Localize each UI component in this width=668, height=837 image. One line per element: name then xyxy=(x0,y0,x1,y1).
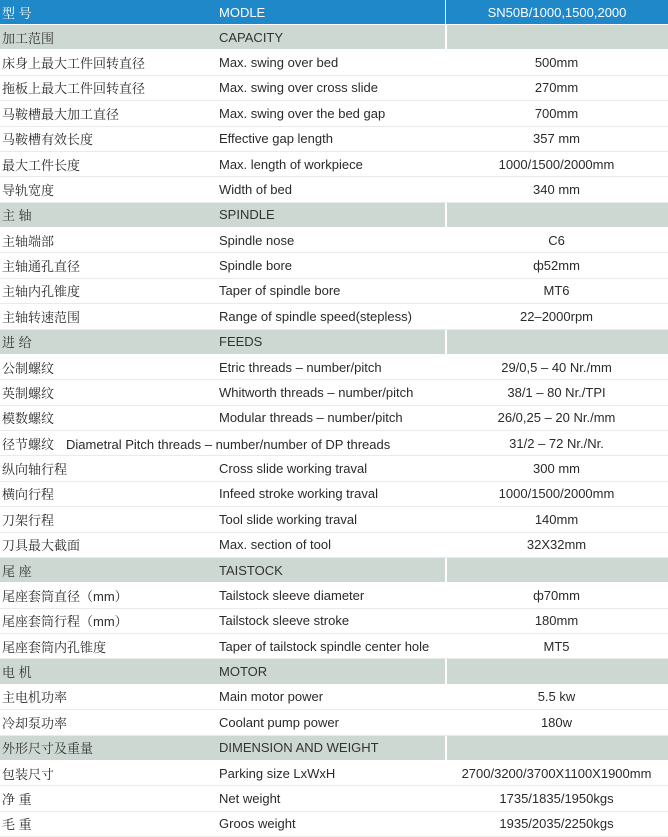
spec-label-cn: 公制螺纹 xyxy=(2,360,55,376)
table-row xyxy=(0,685,668,710)
spec-value: 1000/1500/2000mm xyxy=(498,156,615,172)
table-row xyxy=(0,253,668,278)
table-row xyxy=(0,482,668,507)
table-row xyxy=(0,380,668,405)
spec-label-cn: 径节螺纹 xyxy=(2,436,55,452)
header-col-model-cn: 型 号 xyxy=(2,5,32,21)
spec-value: 31/2 – 72 Nr./Nr. xyxy=(509,435,604,451)
spec-value: 700mm xyxy=(534,105,579,121)
spec-label-cn: 主轴端部 xyxy=(2,233,55,249)
spec-label-en: Parking size LxWxH xyxy=(219,765,336,781)
header-col-model-en: MODLE xyxy=(219,4,266,20)
section-title-en: CAPACITY xyxy=(219,29,284,45)
table-row xyxy=(0,152,668,177)
spec-value: C6 xyxy=(548,232,565,248)
section-value-cell xyxy=(445,203,668,227)
table-header xyxy=(0,0,668,25)
table-row xyxy=(0,812,668,837)
section-title-cn: 外形尺寸及重量 xyxy=(2,741,94,757)
spec-label-cn: 拖板上最大工件回转直径 xyxy=(2,81,146,97)
spec-value: ф70mm xyxy=(533,587,580,603)
table-row xyxy=(0,355,668,380)
spec-label-cn: 刀具最大截面 xyxy=(2,538,81,554)
section-value-cell xyxy=(445,330,668,354)
spec-label-cn: 导轨宽度 xyxy=(2,182,55,198)
spec-label-en: Taper of spindle bore xyxy=(219,283,341,299)
spec-value: 140mm xyxy=(534,511,579,527)
table-row xyxy=(0,786,668,811)
spec-value: MT5 xyxy=(543,638,570,654)
spec-value: 1000/1500/2000mm xyxy=(498,486,615,502)
section-value-cell xyxy=(445,558,668,582)
spec-label-cn: 主电机功率 xyxy=(2,690,68,706)
section-title-cn: 电 机 xyxy=(2,665,32,681)
table-row xyxy=(0,50,668,75)
spec-label-en: Effective gap length xyxy=(219,131,333,147)
section-header xyxy=(0,558,668,583)
spec-value: ф52mm xyxy=(533,258,580,274)
spec-label-cn: 马鞍槽有效长度 xyxy=(2,132,94,148)
spec-label-en: Tailstock sleeve diameter xyxy=(219,587,365,603)
spec-label-en: Max. swing over the bed gap xyxy=(219,105,386,121)
section-title-cn: 尾 座 xyxy=(2,563,32,579)
spec-label-cn: 主轴内孔锥度 xyxy=(2,284,81,300)
spec-value: MT6 xyxy=(543,283,570,299)
spec-label-en: Etric threads – number/pitch xyxy=(219,359,382,375)
spec-label-cn: 净 重 xyxy=(2,791,32,807)
spec-label-en: Range of spindle speed(stepless) xyxy=(219,308,412,324)
spec-label-cn: 毛 重 xyxy=(2,817,32,833)
spec-value: 29/0,5 – 40 Nr./mm xyxy=(501,359,612,375)
spec-label-en: Max. length of workpiece xyxy=(219,156,363,172)
spec-label-cn: 床身上最大工件回转直径 xyxy=(2,56,146,72)
table-row xyxy=(0,761,668,786)
spec-label-en: Taper of tailstock spindle center hole xyxy=(219,638,430,654)
section-header xyxy=(0,659,668,684)
spec-label-cn: 主轴通孔直径 xyxy=(2,259,81,275)
table-row xyxy=(0,609,668,634)
spec-value: 22–2000rpm xyxy=(520,308,593,324)
section-title-en: MOTOR xyxy=(219,664,268,680)
section-header xyxy=(0,330,668,355)
section-title-cn: 进 给 xyxy=(2,335,32,351)
table-row xyxy=(0,507,668,532)
spec-label-cn: 横向行程 xyxy=(2,487,55,503)
table-row xyxy=(0,533,668,558)
spec-label-en: Groos weight xyxy=(219,816,296,832)
table-row xyxy=(0,177,668,202)
section-title-en: TAISTOCK xyxy=(219,562,283,578)
spec-label-cn: 尾座套筒直径（mm） xyxy=(2,588,128,604)
spec-label-en: Tool slide working traval xyxy=(219,511,358,527)
table-row xyxy=(0,127,668,152)
spec-label-cn: 包装尺寸 xyxy=(2,766,55,782)
table-row xyxy=(0,76,668,101)
section-title-en: DIMENSION AND WEIGHT xyxy=(219,740,379,756)
table-row xyxy=(0,456,668,481)
spec-label-en: Whitworth threads – number/pitch xyxy=(219,384,414,400)
section-header xyxy=(0,25,668,50)
section-value-cell xyxy=(445,25,668,49)
spec-value: 340 mm xyxy=(533,181,580,197)
spec-label-en: Max. section of tool xyxy=(219,537,331,553)
section-title-cn: 加工范围 xyxy=(2,30,55,46)
section-title-cn: 主 轴 xyxy=(2,208,32,224)
spec-value: 270mm xyxy=(534,80,579,96)
spec-value: 5.5 kw xyxy=(537,689,576,705)
section-title-en: SPINDLE xyxy=(219,207,275,223)
spec-label-cn: 纵向轴行程 xyxy=(2,462,68,478)
spec-label-en: Spindle bore xyxy=(219,258,292,274)
spec-value: 1735/1835/1950kgs xyxy=(499,790,614,806)
table-row xyxy=(0,101,668,126)
section-title-en: FEEDS xyxy=(219,334,263,350)
spec-label-en: Diametral Pitch threads – number/number of DP threads xyxy=(66,436,391,452)
table-row xyxy=(0,431,668,456)
spec-label-cn: 英制螺纹 xyxy=(2,385,55,401)
spec-label-en: Coolant pump power xyxy=(219,714,339,730)
table-row xyxy=(0,304,668,329)
section-value-cell xyxy=(445,736,668,760)
spec-label-cn: 冷却泵功率 xyxy=(2,715,68,731)
section-value-cell xyxy=(445,659,668,683)
spec-label-cn: 刀架行程 xyxy=(2,512,55,528)
spec-value: 1935/2035/2250kgs xyxy=(499,816,614,832)
spec-value: 357 mm xyxy=(533,131,580,147)
spec-label-en: Infeed stroke working traval xyxy=(219,486,378,502)
header-col-model-value: SN50B/1000,1500,2000 xyxy=(445,0,668,24)
spec-value: 26/0,25 – 20 Nr./mm xyxy=(497,410,616,426)
table-row xyxy=(0,279,668,304)
spec-label-cn: 马鞍槽最大加工直径 xyxy=(2,106,120,122)
spec-label-cn: 尾座套筒内孔锥度 xyxy=(2,639,107,655)
spec-value: 2700/3200/3700X1100X1900mm xyxy=(461,765,652,781)
spec-value: 38/1 – 80 Nr./TPI xyxy=(507,384,606,400)
spec-value: 180w xyxy=(540,714,573,730)
table-row xyxy=(0,634,668,659)
spec-label-en: Cross slide working traval xyxy=(219,461,368,477)
spec-value: 180mm xyxy=(534,613,579,629)
spec-label-en: Max. swing over cross slide xyxy=(219,80,378,96)
spec-label-cn: 尾座套筒行程（mm） xyxy=(2,614,128,630)
section-header xyxy=(0,736,668,761)
spec-label-en: Tailstock sleeve stroke xyxy=(219,613,350,629)
spec-label-en: Main motor power xyxy=(219,689,324,705)
section-header xyxy=(0,203,668,228)
spec-label xyxy=(0,434,445,453)
spec-label-cn: 最大工件长度 xyxy=(2,157,81,173)
spec-label-cn: 主轴转速范围 xyxy=(2,309,81,325)
table-row xyxy=(0,710,668,735)
spec-label-en: Width of bed xyxy=(219,181,292,197)
spec-label-en: Max. swing over bed xyxy=(219,55,339,71)
spec-label-en: Modular threads – number/pitch xyxy=(219,410,403,426)
spec-value: 500mm xyxy=(534,55,579,71)
spec-label-en: Spindle nose xyxy=(219,232,295,248)
spec-value: 300 mm xyxy=(533,461,580,477)
table-row xyxy=(0,583,668,608)
spec-label-cn: 模数螺纹 xyxy=(2,411,55,427)
spec-value: 32X32mm xyxy=(526,537,587,553)
table-row xyxy=(0,228,668,253)
spec-label-en: Net weight xyxy=(219,790,281,806)
table-row xyxy=(0,406,668,431)
